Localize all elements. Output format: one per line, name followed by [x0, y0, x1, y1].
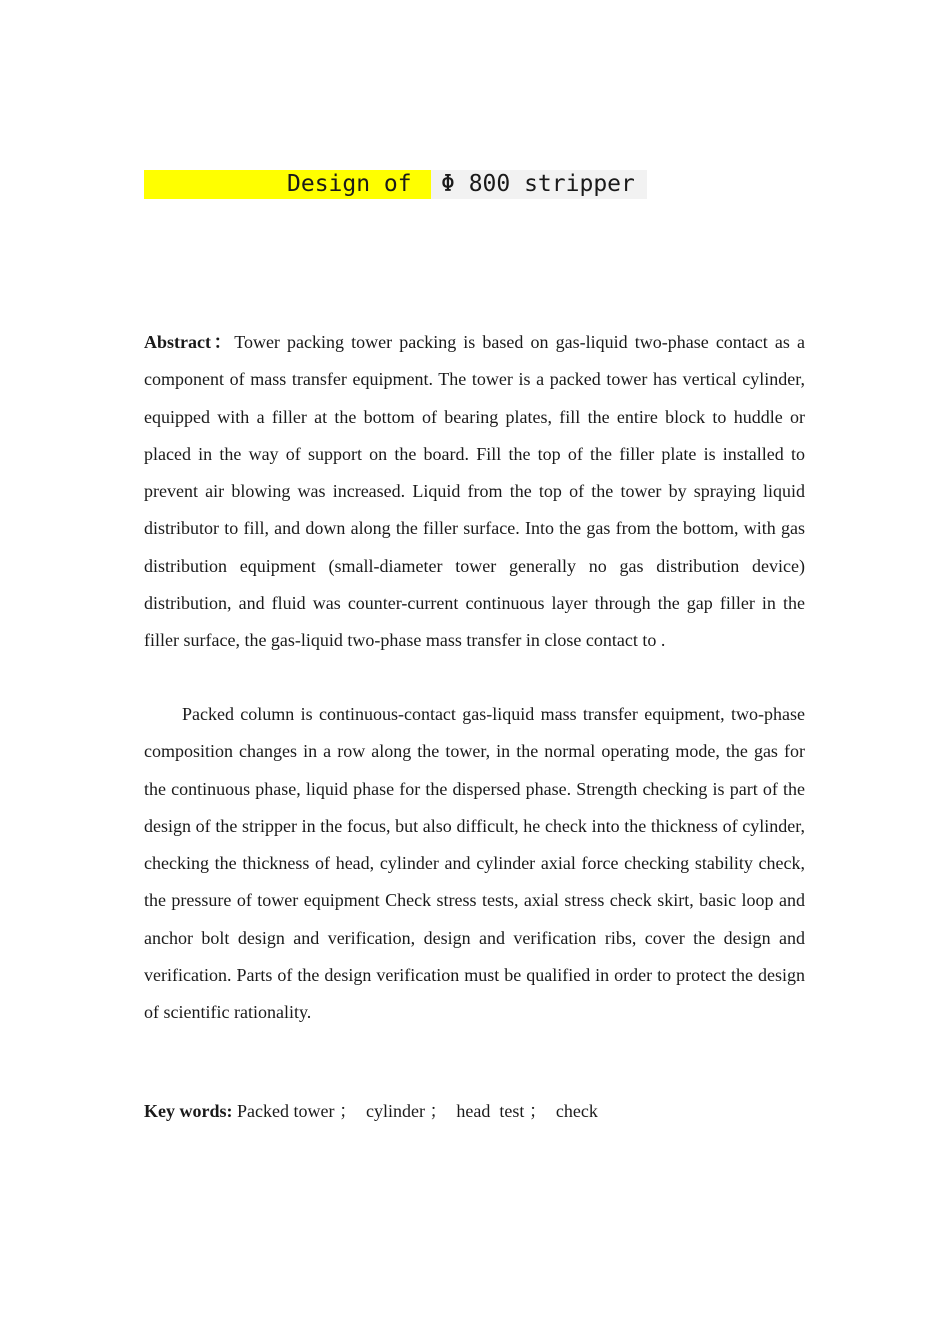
keywords-line	[144, 1093, 805, 1130]
keywords-label: Key words:	[144, 1101, 233, 1121]
body-paragraph-2: Packed column is continuous-contact gas-liquid mass transfer equipment, two-phase composition changes in a row along the tower, in the normal operating mode, the gas for the continuous phase, liquid phase for the dispersed phase. Strength checking is part of the design of the stripper in the focus, but also difficult, he check into the thickness of cylinder, checking the thickness of head, cylinder and cylinder axial force checking stability check, the pressure of tower equipment Check stress tests, axial stress check skirt, basic loop and anchor bolt design and verification, design and verification ribs, cover the design and verification. Parts of the design verification must be qualified in order to protect the design of scientific rationality.	[144, 704, 805, 1023]
abstract-label: Abstract：	[144, 332, 235, 352]
document-title	[144, 170, 647, 199]
abstract-paragraph	[144, 324, 805, 660]
title-highlighted-segment: Design of	[144, 170, 431, 199]
title-plain-segment: Φ 800 stripper	[431, 170, 647, 199]
abstract-text: Tower packing tower packing is based on gas-liquid two-phase contact as a component of mass transfer equipment. The tower is a packed tower has vertical cylinder, equipped with a filler at the bottom of bearing plates, fill the entire block to huddle or placed in the way of support on the board. Fill the top of the filler plate is installed to prevent air blowing was increased. Liquid from the top of the tower by spraying liquid distributor to fill, and down along the filler surface. Into the gas from the bottom, with gas distribution equipment (small-diameter tower generally no gas distribution device) distribution, and fluid was counter-current continuous layer through the gap filler in the filler surface, the gas-liquid two-phase mass transfer in close contact to .	[144, 332, 805, 651]
keywords-text: Packed tower ； cylinder ； head test ； check	[232, 1101, 598, 1121]
